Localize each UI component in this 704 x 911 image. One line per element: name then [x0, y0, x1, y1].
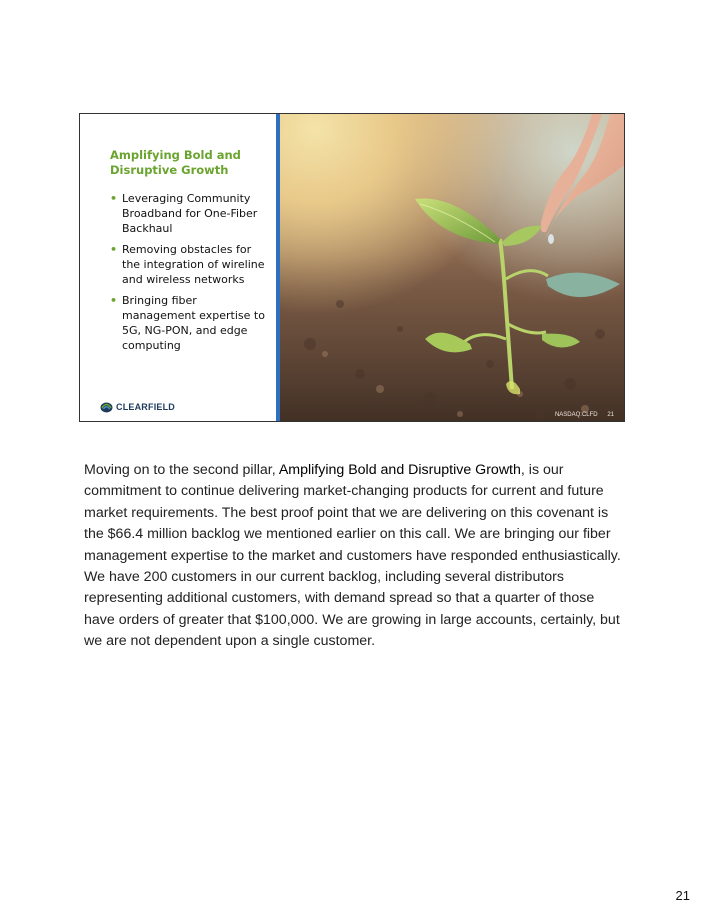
seedling-photo-illustration	[280, 114, 624, 421]
clearfield-logo	[100, 401, 175, 413]
logo-text: CLEARFIELD	[116, 402, 175, 412]
slide-bullet: • Bringing fiber management expertise to 5G, NG-PON, and edge computing	[110, 293, 270, 353]
slide-title: Amplifying Bold and Disruptive Growth	[110, 148, 241, 177]
narration-intro: Moving on to the second pillar,	[84, 462, 279, 478]
narration-highlight: Amplifying Bold and Disruptive Growth	[278, 462, 521, 478]
page-number: 21	[675, 888, 690, 903]
seedling-photo	[280, 114, 624, 421]
footer-ticker: NASDAQ:CLFD	[554, 412, 598, 418]
slide-bullet: • Leveraging Community Broadband for One-Fiber Backhaul	[110, 191, 270, 236]
narration-body: , is our commitment to continue delivering market-changing products for current and future market requirements. The best proof point that we are delivering on this covenant is the $66.4 million backlog we mentioned earlier on this call. We are bringing our fiber management expertise to the market and customers have responded enthusiastically. We have 200 customers in our current backlog, including several distributors representing additional customers, with demand spread so that a quarter of those have orders of greater that $100,000. We are growing in large accounts, certainly, but we are not dependent upon a single customer.	[84, 462, 621, 650]
slide-bullet: • Removing obstacles for the integration of wireline and wireless networks	[110, 242, 270, 287]
slide-footer	[547, 412, 614, 418]
narration-text	[84, 460, 624, 653]
slide-number: 21	[607, 412, 614, 418]
slide-image	[79, 113, 625, 422]
clearfield-logo-icon	[100, 401, 113, 413]
slide-text-panel	[80, 114, 276, 421]
slide-bullet-list	[110, 191, 270, 359]
